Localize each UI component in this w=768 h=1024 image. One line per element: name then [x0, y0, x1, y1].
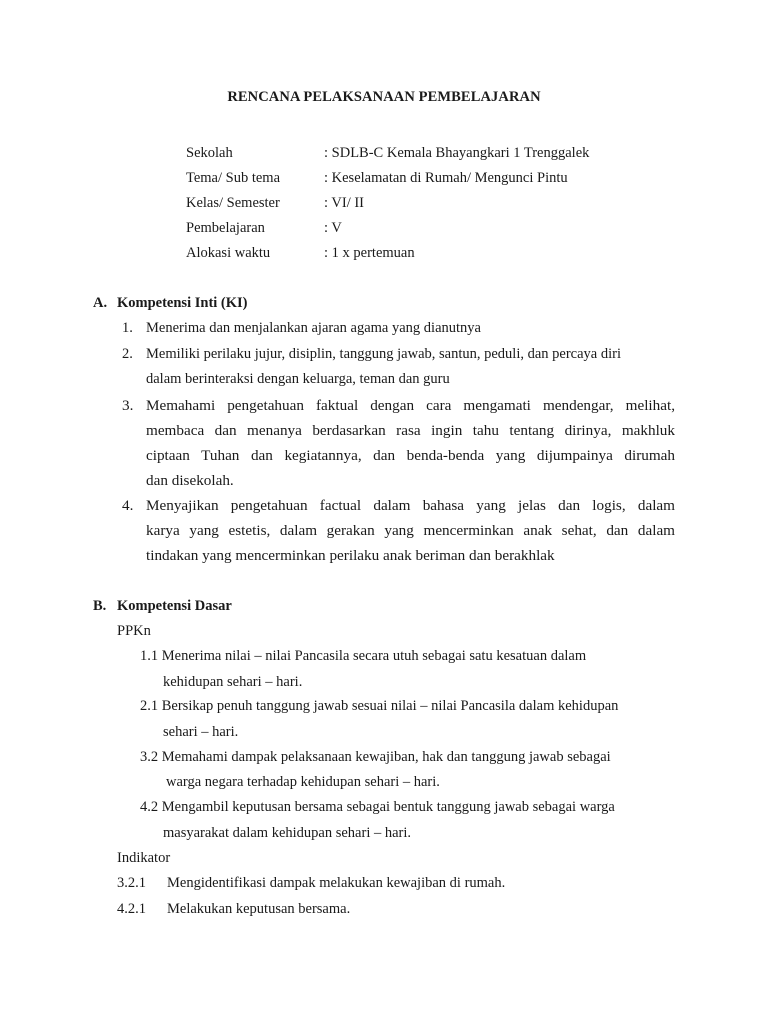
kd-item-line: 1.1 Menerima nilai – nilai Pancasila secara utuh sebagai satu kesatuan dalam — [140, 648, 587, 664]
ki-item-number: 2. — [122, 346, 133, 362]
identity-value-tema: : Keselamatan di Rumah/ Mengunci Pintu — [324, 170, 568, 186]
kd-item-line: 2.1 Bersikap penuh tanggung jawab sesuai nilai – nilai Pancasila dalam kehidupan — [140, 698, 619, 714]
section-a-heading: Kompetensi Inti (KI) — [117, 295, 248, 311]
indikator-number: 4.2.1 — [117, 901, 146, 917]
kd-item-line: sehari – hari. — [163, 724, 239, 740]
indikator-label: Indikator — [117, 850, 171, 866]
ki-item-line: Menerima dan menjalankan ajaran agama yang dianutnya — [146, 320, 481, 336]
ki-item-line: dan disekolah. — [146, 472, 234, 489]
kd-item-line: warga negara terhadap kehidupan sehari – hari. — [166, 774, 440, 790]
ki-item-line: ciptaan Tuhan dan kegiatannya, dan benda-benda yang dijumpainya dirumah — [146, 447, 675, 464]
ki-item-line: karya yang estetis, dalam gerakan yang mencerminkan anak sehat, dan dalam — [146, 522, 675, 539]
kd-item-line: kehidupan sehari – hari. — [163, 674, 303, 690]
indikator-text: Mengidentifikasi dampak melakukan kewajiban di rumah. — [167, 875, 506, 891]
section-a-marker: A. — [93, 295, 108, 311]
ki-item-line: membaca dan menanya berdasarkan rasa ingin tahu tentang dirinya, makhluk — [146, 422, 675, 439]
indikator-text: Melakukan keputusan bersama. — [167, 901, 351, 917]
identity-value-sekolah: : SDLB-C Kemala Bhayangkari 1 Trenggalek — [324, 145, 590, 161]
page-title: RENCANA PELAKSANAAN PEMBELAJARAN — [227, 89, 541, 105]
section-b-marker: B. — [93, 598, 107, 614]
ki-item-number: 3. — [122, 397, 134, 414]
indikator-number: 3.2.1 — [117, 875, 146, 891]
ki-item-line: Menyajikan pengetahuan factual dalam bahasa yang jelas dan logis, dalam — [146, 497, 675, 514]
kd-item-line: 3.2 Memahami dampak pelaksanaan kewajiban, hak dan tanggung jawab sebagai — [140, 749, 611, 765]
identity-label-alokasi: Alokasi waktu — [186, 245, 271, 261]
identity-value-kelas: : VI/ II — [324, 195, 365, 211]
ki-item-line: tindakan yang mencerminkan perilaku anak beriman dan berakhlak — [146, 547, 555, 564]
ki-item-number: 1. — [122, 320, 133, 336]
identity-label-pembelajaran: Pembelajaran — [186, 220, 265, 236]
identity-label-kelas: Kelas/ Semester — [186, 195, 280, 211]
identity-value-alokasi: : 1 x pertemuan — [324, 245, 415, 261]
ki-item-number: 4. — [122, 497, 134, 514]
ki-item-line: Memiliki perilaku jujur, disiplin, tanggung jawab, santun, peduli, dan percaya diri — [146, 346, 621, 362]
kd-item-line: masyarakat dalam kehidupan sehari – hari. — [163, 825, 412, 841]
section-b-heading: Kompetensi Dasar — [117, 598, 232, 614]
kd-item-line: 4.2 Mengambil keputusan bersama sebagai bentuk tanggung jawab sebagai warga — [140, 799, 615, 815]
subject-label: PPKn — [117, 623, 151, 639]
ki-item-line: dalam berinteraksi dengan keluarga, teman dan guru — [146, 371, 450, 387]
identity-label-sekolah: Sekolah — [186, 145, 233, 161]
identity-value-pembelajaran: : V — [324, 220, 342, 236]
ki-item-line: Memahami pengetahuan faktual dengan cara mengamati mendengar, melihat, — [146, 397, 675, 414]
identity-label-tema: Tema/ Sub tema — [186, 170, 281, 186]
